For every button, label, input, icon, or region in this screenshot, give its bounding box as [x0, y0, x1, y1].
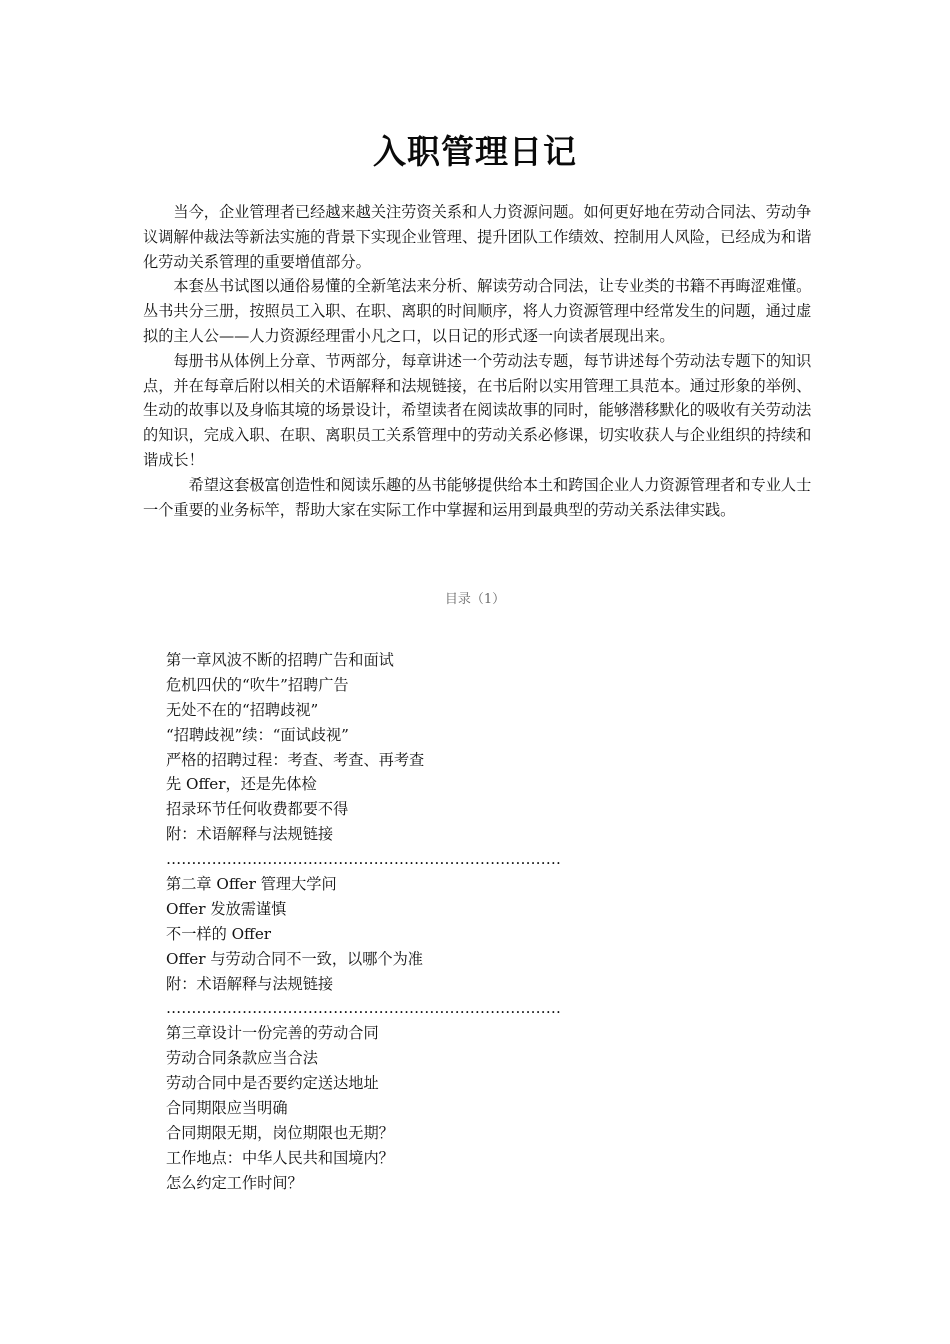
- toc-dotted-separator: ……………………………………………………………………: [166, 999, 561, 1018]
- toc-item: Offer 与劳动合同不一致，以哪个为准: [166, 949, 423, 968]
- toc-item: 危机四伏的“吹牛”招聘广告: [166, 675, 349, 694]
- toc-chapter-1: 第一章风波不断的招聘广告和面试: [166, 651, 394, 669]
- toc-item: 怎么约定工作时间？: [166, 1173, 303, 1192]
- intro-paragraph-3: 每册书从体例上分章、节两部分，每章讲述一个劳动法专题，每节讲述每个劳动法专题下的知识点，并在每章后附以相关的术语解释和法规链接，在书后附以实用管理工具范本。通过形象的举例、生动的故事以及身临其境的场景设计，希望读者在阅读故事的同时，能够潜移默化的吸收有关劳动法的知识，完成入职、在职、离职员工关系管理中的劳动关系必修课，切实收获人与企业组织的持续和谐成长！: [143, 351, 812, 469]
- toc-item: “招聘歧视”续：“面试歧视”: [166, 725, 349, 744]
- document-title: 入职管理日记: [373, 132, 577, 171]
- toc-heading: 目录（1）: [444, 592, 506, 607]
- toc-chapter-2: 第二章 Offer 管理大学问: [166, 875, 337, 894]
- toc-item: 无处不在的“招聘歧视”: [166, 700, 319, 719]
- toc-item: 附：术语解释与法规链接: [166, 825, 334, 844]
- toc-item: 严格的招聘过程：考查、考查、再考查: [166, 750, 425, 769]
- intro-paragraph-4: 希望这套极富创造性和阅读乐趣的丛书能够提供给本土和跨国企业人力资源管理者和专业人士一个重要的业务标竿，帮助大家在实际工作中掌握和运用到最典型的劳动关系法律实践。: [143, 475, 812, 519]
- intro-paragraph-1: 当今，企业管理者已经越来越关注劳资关系和人力资源问题。如何更好地在劳动合同法、劳动争议调解仲裁法等新法实施的背景下实现企业管理、提升团队工作绩效、控制用人风险，已经成为和谐化劳动关系管理的重要增值部分。: [143, 203, 812, 271]
- toc-item: 不一样的 Offer: [166, 924, 272, 943]
- toc-item: 合同期限无期，岗位期限也无期？: [166, 1123, 394, 1142]
- toc-item: 劳动合同中是否要约定送达地址: [166, 1074, 379, 1093]
- table-of-contents: [166, 648, 786, 1196]
- toc-item: 招录环节任何收费都要不得: [166, 800, 349, 819]
- toc-dotted-separator: ……………………………………………………………………: [166, 850, 561, 869]
- toc-item: 先 Offer，还是先体检: [166, 775, 317, 794]
- intro-paragraph-2: 本套丛书试图以通俗易懂的全新笔法来分析、解读劳动合同法，让专业类的书籍不再晦涩难懂。丛书共分三册，按照员工入职、在职、离职的时间顺序，将人力资源管理中经常发生的问题，通过虚拟的主人公——人力资源经理雷小凡之口，以日记的形式逐一向读者展现出来。: [143, 277, 812, 345]
- toc-chapter-3: 第三章设计一份完善的劳动合同: [166, 1024, 379, 1043]
- toc-item: 工作地点：中华人民共和国境内？: [166, 1148, 394, 1167]
- toc-item: 附：术语解释与法规链接: [166, 974, 334, 993]
- toc-item: 合同期限应当明确: [166, 1099, 288, 1118]
- toc-item: 劳动合同条款应当合法: [166, 1049, 318, 1068]
- intro-section: [143, 200, 823, 522]
- toc-item: Offer 发放需谨慎: [166, 899, 287, 918]
